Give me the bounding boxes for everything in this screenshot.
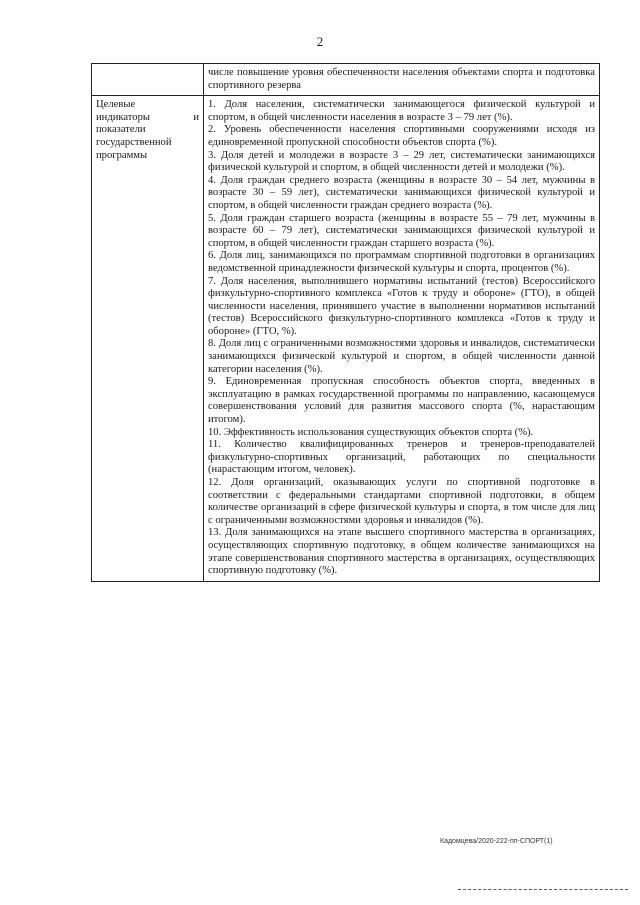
table-row — [92, 64, 600, 96]
indicator-item: 7. Доля населения, выполнившего нормативы испытаний (тестов) Всероссийского физкультурно-спортивного комплекса «Готов к труду и обороне» (ГТО), в общей численности населения, принявшего участие в выполнении нормативов испытаний (тестов) Всероссийского физкультурно-спортивного комплекса «Готов к труду и обороне» (ГТО, %). — [208, 275, 595, 337]
label-line: программы — [96, 149, 148, 161]
indicator-item: 3. Доля детей и молодежи в возрасте 3 – 29 лет, систематически занимающихся физической культурой и спортом, в общей численности детей и молодежи (%). — [208, 149, 595, 174]
document-footer-code: Кадомцева/2020-222-пп-СПОРТ(1) — [440, 838, 553, 845]
program-passport-table — [91, 63, 600, 582]
indicators-list-cell — [204, 96, 600, 582]
row1-right-cell: числе повышение уровня обеспеченности населения объектами спорта и подготовка спортивного резерва — [204, 64, 600, 96]
indicator-item: 1. Доля населения, систематически занимающегося физической культурой и спортом, в общей численности населения в возрасте 3 – 79 лет (%). — [208, 99, 595, 123]
indicator-item: 12. Доля организаций, оказывающих услуги по спортивной подготовке в соответствии с федеральными стандартами спортивной подготовки, в общем количестве организаций в сфере физической культуры и спорта, в том числе для лиц с ограниченными возможностями здоровья и инвалидов (%). — [208, 477, 595, 526]
indicator-item: 10. Эффективность использования существующих объектов спорта (%). — [208, 426, 534, 438]
row1-left-cell — [92, 64, 204, 96]
page-number: 2 — [316, 34, 324, 49]
indicator-item: 11. Количество квалифицированных тренеров и тренеров-преподавателей физкультурно-спортивных организаций, работающих по специальности (нарастающим итогом, человек). — [208, 439, 595, 476]
label-line: показатели — [96, 124, 146, 136]
label-line: Целевые — [96, 99, 136, 111]
indicator-item: 4. Доля граждан среднего возраста (женщины в возрасте 30 – 54 лет, мужчины в возрасте 30 – 59 лет), систематически занимающихся физической культурой и спортом, в общей численности граждан среднего возраста (%). — [208, 174, 595, 211]
label-line: индикаторы и — [96, 111, 199, 123]
footer-divider — [458, 889, 628, 890]
indicator-item: 6. Доля лиц, занимающихся по программам спортивной подготовки в организациях ведомственной принадлежности физической культуры и спорта, процентов (%). — [208, 250, 595, 274]
indicator-item: 9. Единовременная пропускная способность объектов спорта, введенных в эксплуатацию в рамках государственной программы по направлению, касающемуся совершенствования условий для развития массового спорта (%, нарастающим итогом). — [208, 376, 595, 426]
indicator-item: 5. Доля граждан старшего возраста (женщины в возрасте 55 – 79 лет, мужчины в возрасте 60 – 79 лет), систематически занимающихся физической культурой и спортом, в общей численности граждан старшего возраста (%). — [208, 212, 595, 249]
table-row — [92, 96, 600, 582]
indicators-label-cell — [92, 96, 204, 582]
indicator-item: 2. Уровень обеспеченности населения спортивными сооружениями исходя из единовременной пропускной способности объектов спорта (%). — [208, 124, 595, 148]
label-line: государственной — [96, 136, 172, 148]
indicator-item: 13. Доля занимающихся на этапе высшего спортивного мастерства в организациях, осуществляющих спортивную подготовку, в общем количестве занимающихся на этапе совершенствования спортивного мастерства в организациях, осуществляющих спортивную подготовку (%). — [208, 527, 595, 577]
indicator-item: 8. Доля лиц с ограниченными возможностями здоровья и инвалидов, систематически занимающихся физической культурой и спортом, в общей численности данной категории населения (%). — [208, 338, 595, 375]
